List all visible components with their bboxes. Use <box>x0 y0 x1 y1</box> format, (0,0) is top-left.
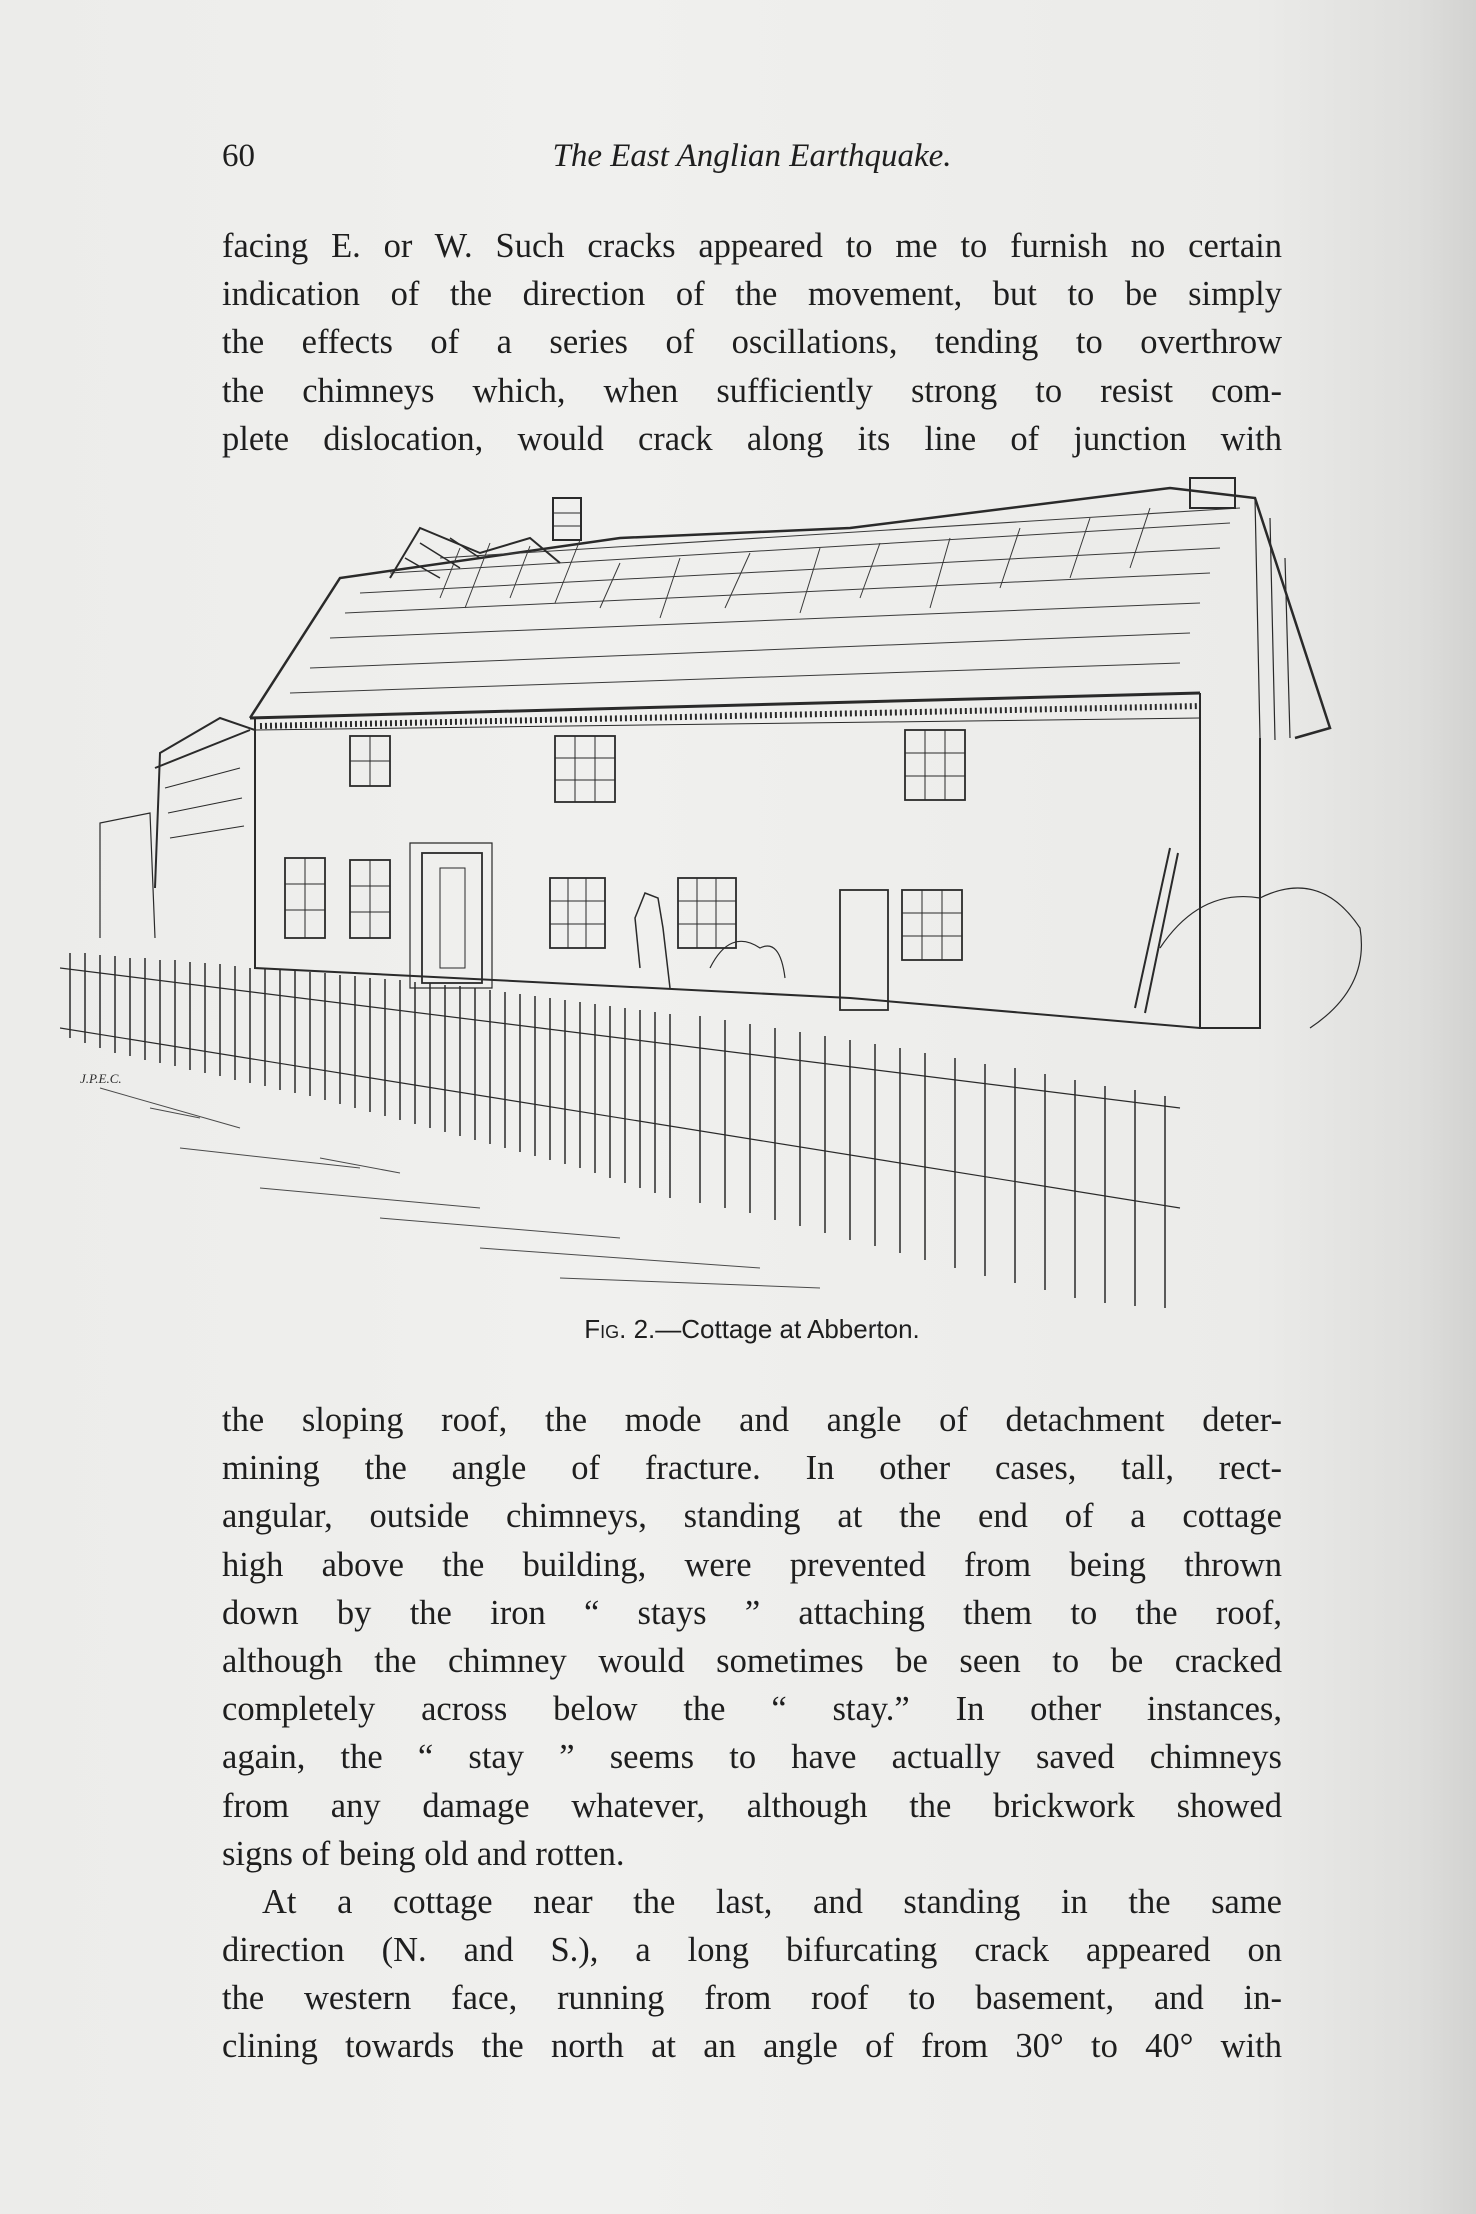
figure-caption <box>222 1314 1282 1345</box>
text-line: from any damage whatever, although the brickwork showed <box>222 1786 1282 1825</box>
text-line: although the chimney would sometimes be seen to be cracked <box>222 1641 1282 1680</box>
text-line: high above the building, were prevented from being thrown <box>222 1545 1282 1584</box>
text-line: down by the iron “ stays ” attaching them to the roof, <box>222 1593 1282 1632</box>
figure-caption-text: —Cottage at Abberton. <box>655 1314 920 1344</box>
text-line: clining towards the north at an angle of from 30° to 40° with <box>222 2027 1282 2066</box>
text-line: angular, outside chimneys, standing at the end of a cottage <box>222 1497 1282 1536</box>
figure-label: Fig. 2. <box>584 1314 656 1344</box>
text-line: At a cottage near the last, and standing in the same <box>262 1882 1282 1921</box>
text-line: mining the angle of fracture. In other cases, tall, rect- <box>222 1449 1282 1488</box>
artist-signature: J.P.E.C. <box>80 1071 122 1086</box>
text-line: the sloping roof, the mode and angle of detachment deter- <box>222 1401 1282 1439</box>
cottage-illustration <box>60 468 1380 1308</box>
text-line: signs of being old and rotten. <box>222 1834 625 1873</box>
text-line: direction (N. and S.), a long bifurcating crack appeared on <box>222 1931 1282 1970</box>
text-line: again, the “ stay ” seems to have actually saved chimneys <box>222 1738 1282 1777</box>
text-line: completely across below the “ stay.” In other instances, <box>222 1690 1282 1729</box>
page-number: 60 <box>222 138 255 174</box>
text-line: the western face, running from roof to basement, and in- <box>222 1979 1282 2018</box>
bottom-paragraphs <box>222 1396 1282 2071</box>
text-line: the effects of a series of oscillations, tending to overthrow <box>222 323 1282 362</box>
text-line: the chimneys which, when sufficiently strong to resist com- <box>222 371 1282 410</box>
text-line: facing E. or W. Such cracks appeared to me to furnish no certain <box>222 227 1282 265</box>
running-title: The East Anglian Earthquake. <box>552 138 952 174</box>
text-line: indication of the direction of the movement, but to be simply <box>222 275 1282 314</box>
top-paragraph <box>222 222 1282 463</box>
cottage-drawing <box>60 468 1380 1308</box>
text-line: plete dislocation, would crack along its line of junction with <box>222 419 1282 458</box>
page-header <box>222 138 1282 188</box>
